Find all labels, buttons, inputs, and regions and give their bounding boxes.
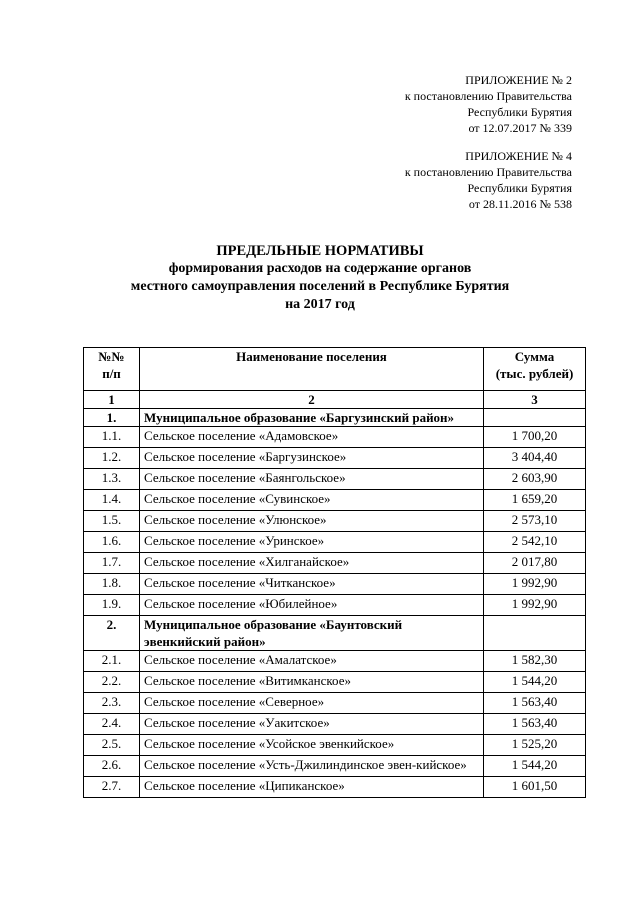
row-number: 1. xyxy=(84,409,140,427)
row-sum: 1 992,90 xyxy=(484,595,586,616)
row-settlement-name: Сельское поселение «Амалатское» xyxy=(140,651,484,672)
norms-table xyxy=(83,347,586,798)
title-line-2: формирования расходов на содержание органов xyxy=(168,261,472,276)
row-sum: 1 544,20 xyxy=(484,672,586,693)
header-number-line-1: №№ xyxy=(98,349,125,364)
appendix-2-line-2: к постановлению Правительства xyxy=(404,165,572,179)
table-row xyxy=(84,448,586,469)
row-sum: 1 601,50 xyxy=(484,777,586,798)
title-line-3: местного самоуправления поселений в Республике Бурятия xyxy=(130,279,510,294)
header-sum-line-1: Сумма xyxy=(514,349,555,364)
row-sum xyxy=(484,409,586,427)
row-number: 1.6. xyxy=(84,532,140,553)
row-settlement-name: Сельское поселение «Хилганайское» xyxy=(140,553,484,574)
table-row xyxy=(84,595,586,616)
row-sum: 2 542,10 xyxy=(484,532,586,553)
row-sum xyxy=(484,616,586,651)
table-row xyxy=(84,756,586,777)
appendix-1-line-1: ПРИЛОЖЕНИЕ № 2 xyxy=(465,73,572,87)
appendix-2-line-1: ПРИЛОЖЕНИЕ № 4 xyxy=(465,149,572,163)
row-sum: 1 563,40 xyxy=(484,714,586,735)
row-sum: 2 603,90 xyxy=(484,469,586,490)
table-row xyxy=(84,735,586,756)
row-number: 1.8. xyxy=(84,574,140,595)
appendix-block-1 xyxy=(405,72,572,136)
row-sum: 2 573,10 xyxy=(484,511,586,532)
row-settlement-name: Сельское поселение «Юбилейное» xyxy=(140,595,484,616)
row-sum: 1 544,20 xyxy=(484,756,586,777)
row-settlement-name: Сельское поселение «Северное» xyxy=(140,693,484,714)
column-index-1: 1 xyxy=(84,391,140,409)
row-sum: 1 582,30 xyxy=(484,651,586,672)
table-row xyxy=(84,511,586,532)
table-row xyxy=(84,651,586,672)
table-row xyxy=(84,574,586,595)
row-settlement-name: Сельское поселение «Ципиканское» xyxy=(140,777,484,798)
table-row xyxy=(84,553,586,574)
row-settlement-name: Сельское поселение «Баянгольское» xyxy=(140,469,484,490)
row-sum: 1 563,40 xyxy=(484,693,586,714)
appendix-1-line-3: Республики Бурятия xyxy=(467,105,572,119)
row-number: 2.4. xyxy=(84,714,140,735)
header-sum-line-2: (тыс. рублей) xyxy=(495,366,574,381)
row-settlement-name: Сельское поселение «Читканское» xyxy=(140,574,484,595)
row-number: 1.3. xyxy=(84,469,140,490)
row-number: 1.5. xyxy=(84,511,140,532)
row-number: 2.5. xyxy=(84,735,140,756)
row-number: 1.2. xyxy=(84,448,140,469)
header-sum xyxy=(484,348,586,391)
row-sum: 3 404,40 xyxy=(484,448,586,469)
row-settlement-name: Сельское поселение «Сувинское» xyxy=(140,490,484,511)
table-group-row xyxy=(84,616,586,651)
row-settlement-name: Сельское поселение «Усойское эвенкийское» xyxy=(140,735,484,756)
row-settlement-name: Муниципальное образование «Баргузинский район» xyxy=(140,409,484,427)
column-index-2: 2 xyxy=(140,391,484,409)
table-row xyxy=(84,469,586,490)
column-index-3: 3 xyxy=(484,391,586,409)
row-sum: 1 525,20 xyxy=(484,735,586,756)
row-number: 2.2. xyxy=(84,672,140,693)
row-number: 1.7. xyxy=(84,553,140,574)
header-number xyxy=(84,348,140,391)
row-number: 1.1. xyxy=(84,427,140,448)
row-settlement-name: Сельское поселение «Баргузинское» xyxy=(140,448,484,469)
table-header-row xyxy=(84,348,586,391)
row-number: 2.7. xyxy=(84,777,140,798)
row-number: 2.1. xyxy=(84,651,140,672)
row-number: 1.4. xyxy=(84,490,140,511)
document-title xyxy=(0,242,640,314)
row-sum: 1 659,20 xyxy=(484,490,586,511)
row-settlement-name: Сельское поселение «Уринское» xyxy=(140,532,484,553)
column-index-row xyxy=(84,391,586,409)
appendix-1-line-4: от 12.07.2017 № 339 xyxy=(468,121,572,135)
title-line-1: ПРЕДЕЛЬНЫЕ НОРМАТИВЫ xyxy=(216,243,424,259)
table-group-row xyxy=(84,409,586,427)
table-row xyxy=(84,672,586,693)
table-row xyxy=(84,777,586,798)
appendix-2-line-3: Республики Бурятия xyxy=(467,181,572,195)
row-sum: 1 992,90 xyxy=(484,574,586,595)
appendix-block-2 xyxy=(405,148,572,212)
appendix-2-line-4: от 28.11.2016 № 538 xyxy=(468,197,572,211)
row-settlement-name: Сельское поселение «Адамовское» xyxy=(140,427,484,448)
row-number: 2.3. xyxy=(84,693,140,714)
row-settlement-name: Сельское поселение «Витимканское» xyxy=(140,672,484,693)
header-number-line-2: п/п xyxy=(102,366,121,381)
row-sum: 1 700,20 xyxy=(484,427,586,448)
row-settlement-name: Сельское поселение «Уакитское» xyxy=(140,714,484,735)
table-row xyxy=(84,490,586,511)
header-settlement-name: Наименование поселения xyxy=(140,348,484,391)
row-sum: 2 017,80 xyxy=(484,553,586,574)
row-settlement-name: Муниципальное образование «Баунтовский эвенкийский район» xyxy=(140,616,484,651)
row-settlement-name: Сельское поселение «Улюнское» xyxy=(140,511,484,532)
table-row xyxy=(84,714,586,735)
row-number: 1.9. xyxy=(84,595,140,616)
table-row xyxy=(84,693,586,714)
row-number: 2.6. xyxy=(84,756,140,777)
appendix-1-line-2: к постановлению Правительства xyxy=(404,89,572,103)
row-number: 2. xyxy=(84,616,140,651)
table-row xyxy=(84,427,586,448)
title-line-4: на 2017 год xyxy=(285,297,355,312)
table-row xyxy=(84,532,586,553)
row-settlement-name: Сельское поселение «Усть-Джилиндинское эвен-кийское» xyxy=(140,756,484,777)
